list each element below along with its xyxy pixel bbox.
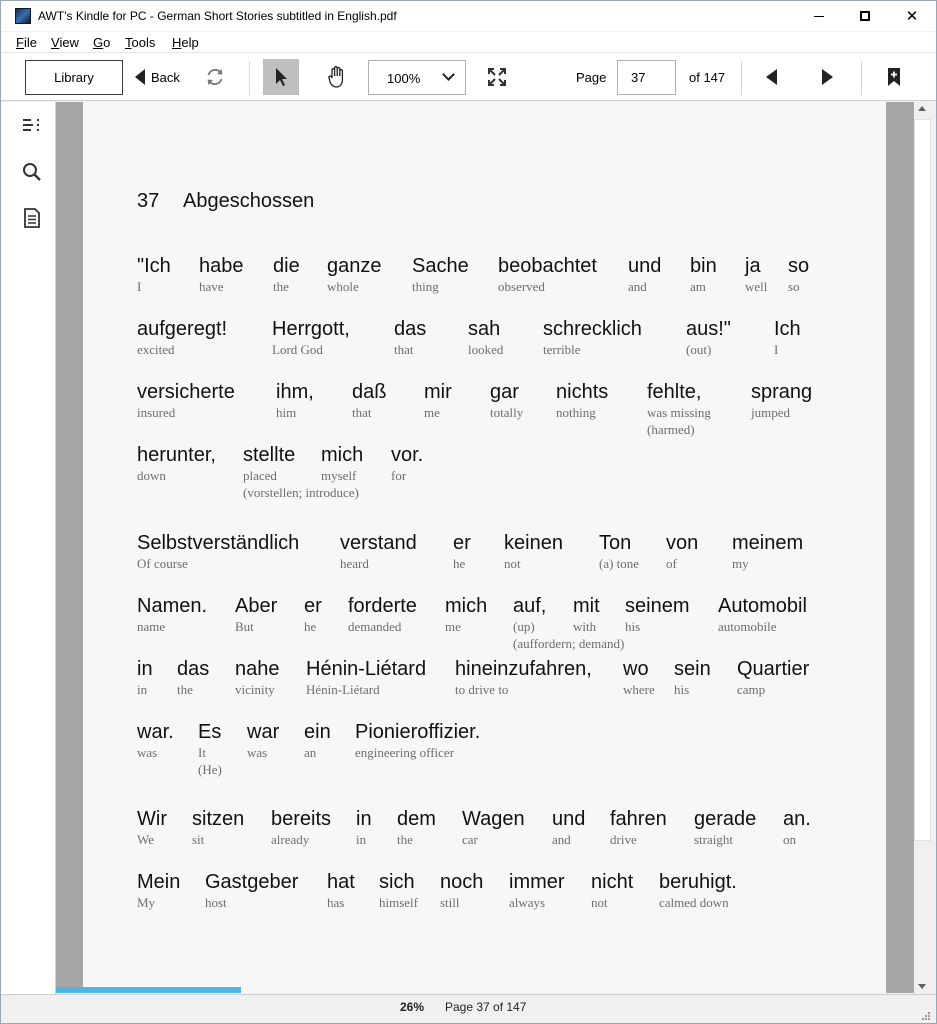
german-word[interactable]: bin [690, 255, 717, 277]
resize-grip-icon[interactable] [920, 1010, 930, 1020]
german-word[interactable]: das [394, 318, 427, 340]
chapter-title: Abgeschossen [183, 190, 315, 212]
english-gloss: where [623, 682, 655, 697]
german-word[interactable]: dem [397, 808, 436, 830]
german-word[interactable]: sitzen [192, 808, 245, 830]
english-gloss: Of course [137, 556, 188, 571]
english-gloss: that [352, 405, 372, 420]
english-gloss: I [137, 279, 142, 294]
german-word[interactable]: Automobil [718, 595, 807, 617]
german-word[interactable]: an. [783, 808, 811, 830]
german-word[interactable]: in [356, 808, 372, 830]
german-word[interactable]: und [628, 255, 662, 277]
german-word[interactable]: ganze [327, 255, 382, 277]
english-gloss: the [273, 279, 289, 294]
english-gloss: We [137, 832, 154, 847]
english-gloss: drive [610, 832, 637, 847]
book-page [83, 102, 886, 993]
arrow-pointer-icon [272, 67, 290, 87]
german-word[interactable]: mich [445, 595, 488, 617]
status-page-position: Page 37 of 147 [445, 1000, 527, 1014]
english-gloss: But [235, 619, 254, 634]
english-gloss: placed [243, 468, 277, 483]
back-button[interactable] [135, 65, 180, 89]
german-word[interactable]: hat [327, 871, 355, 893]
german-word[interactable]: die [273, 255, 300, 277]
menu-accelerator: F [16, 35, 24, 50]
previous-page-icon[interactable] [766, 69, 777, 85]
english-gloss: demanded [348, 619, 402, 634]
german-word[interactable]: ein [304, 721, 331, 743]
menu-label-rest: o [103, 35, 111, 50]
english-gloss: me [424, 405, 440, 420]
english-gloss: vicinity [235, 682, 275, 697]
english-gloss: in [137, 682, 148, 697]
menu-go[interactable] [93, 35, 110, 50]
menu-accelerator: T [125, 35, 132, 50]
german-word[interactable]: gar [490, 381, 519, 403]
menu-file[interactable] [16, 35, 37, 50]
table-of-contents-icon[interactable] [21, 114, 43, 136]
menu-help[interactable] [172, 35, 199, 50]
german-word[interactable]: schrecklich [543, 318, 642, 340]
zoom-value: 100% [387, 71, 421, 86]
english-gloss: thing [412, 279, 439, 294]
german-word[interactable]: fehlte, [647, 381, 702, 403]
menu-accelerator: V [51, 35, 60, 50]
search-icon[interactable] [21, 161, 43, 183]
german-word[interactable]: sprang [751, 381, 813, 403]
german-word[interactable]: nicht [591, 871, 634, 893]
menu-label-rest: elp [181, 35, 199, 50]
back-label: Back [151, 69, 180, 85]
english-gloss: for [391, 468, 407, 483]
german-word[interactable]: Ich [774, 318, 801, 340]
german-word[interactable]: vor. [391, 444, 424, 466]
english-gloss: him [276, 405, 297, 420]
english-gloss: whole [327, 279, 359, 294]
reading-progress-fill [56, 987, 241, 993]
bookmark-add-icon[interactable] [887, 67, 901, 87]
german-word[interactable]: seinem [625, 595, 690, 617]
german-word[interactable]: ja [745, 255, 761, 277]
english-gloss: Hénin-Liétard [306, 682, 380, 697]
german-word[interactable]: in [137, 658, 153, 680]
english-gloss: host [205, 895, 227, 910]
english-gloss: I [774, 342, 779, 357]
back-arrow-icon [135, 69, 145, 85]
german-word[interactable]: Es [198, 721, 222, 743]
german-word[interactable]: Quartier [737, 658, 810, 680]
toolbar-separator [249, 61, 250, 95]
english-gloss: My [137, 895, 156, 910]
library-button[interactable]: Library [25, 60, 123, 95]
german-word[interactable]: Herrgott, [272, 318, 350, 340]
vertical-scrollbar[interactable] [914, 102, 931, 993]
german-word[interactable]: sein [674, 658, 711, 680]
menu-label-rest: iew [59, 35, 79, 50]
window-title: AWT's Kindle for PC - German Short Stories subtitled in English.pdf [38, 9, 397, 23]
german-word[interactable]: Gastgeber [205, 871, 299, 893]
english-gloss: camp [737, 682, 766, 697]
german-word[interactable]: Sache [412, 255, 469, 277]
english-gloss: (auffordern; demand) [513, 636, 625, 651]
page-label: Page [576, 70, 607, 85]
english-gloss: It [198, 745, 206, 760]
english-gloss: me [445, 619, 461, 634]
german-word[interactable]: Wir [137, 808, 167, 830]
english-gloss: his [625, 619, 641, 634]
menu-accelerator: G [93, 35, 104, 50]
english-gloss: observed [498, 279, 545, 294]
english-gloss: and [628, 279, 647, 294]
document-area[interactable] [56, 102, 914, 993]
english-gloss: his [674, 682, 690, 697]
english-gloss: (harmed) [647, 422, 695, 437]
german-word[interactable]: das [177, 658, 210, 680]
english-gloss: with [573, 619, 597, 634]
english-gloss: he [304, 619, 317, 634]
notes-icon[interactable] [21, 207, 43, 229]
minimize-icon [814, 16, 824, 17]
menu-accelerator: H [172, 35, 182, 50]
english-gloss: totally [490, 405, 524, 420]
english-gloss: (out) [686, 342, 712, 357]
german-word[interactable]: nichts [556, 381, 609, 403]
english-gloss: not [504, 556, 521, 571]
german-word[interactable]: keinen [504, 532, 563, 554]
german-word[interactable]: noch [440, 871, 484, 893]
german-word[interactable]: Mein [137, 871, 181, 893]
toolbar-separator [741, 61, 742, 95]
german-word[interactable]: Aber [235, 595, 278, 617]
german-word[interactable]: Ton [599, 532, 632, 554]
english-gloss: Lord God [272, 342, 323, 357]
german-word[interactable]: auf, [513, 595, 547, 617]
page-number-input[interactable]: 37 [617, 60, 676, 95]
german-word[interactable]: er [304, 595, 322, 617]
menu-bar [1, 32, 936, 53]
german-word[interactable]: nahe [235, 658, 280, 680]
english-gloss: was [137, 745, 158, 760]
german-word[interactable]: war [247, 721, 280, 743]
scroll-down-arrow-icon[interactable] [918, 984, 926, 989]
english-gloss: sit [192, 832, 205, 847]
german-word[interactable]: bereits [271, 808, 332, 830]
german-word[interactable]: mich [321, 444, 364, 466]
toolbar [1, 53, 936, 101]
english-gloss: an [304, 745, 317, 760]
english-gloss: am [690, 279, 706, 294]
german-word[interactable]: "Ich [137, 255, 171, 277]
german-word[interactable]: aufgeregt! [137, 318, 228, 340]
german-word[interactable]: verstand [340, 532, 417, 554]
german-word[interactable]: hineinzufahren, [455, 658, 592, 680]
english-gloss: always [509, 895, 546, 910]
english-gloss: of [666, 556, 677, 571]
english-gloss: calmed down [659, 895, 729, 910]
english-gloss: not [591, 895, 608, 910]
german-word[interactable]: und [552, 808, 586, 830]
menu-tools[interactable] [125, 35, 155, 50]
english-gloss: already [271, 832, 310, 847]
german-word[interactable]: immer [509, 871, 565, 893]
english-gloss: in [356, 832, 367, 847]
menu-label-rest: ile [23, 35, 37, 50]
german-word[interactable]: mit [573, 595, 600, 617]
maximize-button[interactable] [842, 1, 888, 31]
german-word[interactable]: mir [424, 381, 452, 403]
english-gloss: to drive to [455, 682, 509, 697]
german-word[interactable]: beobachtet [498, 255, 597, 277]
status-percent: 26% [400, 1000, 425, 1014]
kindle-app-icon [15, 8, 31, 24]
chapter-heading [137, 190, 314, 213]
english-gloss: he [453, 556, 466, 571]
fullscreen-icon[interactable] [487, 67, 507, 87]
german-word[interactable]: war. [137, 721, 174, 743]
german-word[interactable]: herunter, [137, 444, 216, 466]
german-word[interactable]: wo [623, 658, 649, 680]
english-gloss: heard [340, 556, 369, 571]
select-tool-button[interactable] [263, 59, 299, 95]
german-word[interactable]: gerade [694, 808, 757, 830]
english-gloss: car [462, 832, 478, 847]
toolbar-separator [861, 61, 862, 95]
german-word[interactable]: Pionieroffizier. [355, 721, 481, 743]
english-gloss: myself [321, 468, 357, 483]
english-gloss: insured [137, 405, 176, 420]
english-gloss: nothing [556, 405, 596, 420]
english-gloss: looked [468, 342, 504, 357]
scrollbar-thumb[interactable] [914, 119, 931, 841]
status-bar [1, 994, 936, 1023]
german-word[interactable]: Hénin-Liétard [306, 658, 427, 680]
german-word[interactable]: sich [379, 871, 415, 893]
reading-progress-bar [56, 987, 914, 993]
german-word[interactable]: Wagen [462, 808, 525, 830]
refresh-icon[interactable] [204, 66, 226, 88]
german-word[interactable]: aus!" [686, 318, 731, 340]
menu-view[interactable] [51, 35, 79, 50]
english-gloss: himself [379, 895, 418, 910]
english-gloss: automobile [718, 619, 777, 634]
english-gloss: and [552, 832, 571, 847]
english-gloss: was [247, 745, 268, 760]
english-gloss: terrible [543, 342, 581, 357]
german-word[interactable]: so [788, 255, 810, 277]
english-gloss: (He) [198, 762, 222, 777]
german-word[interactable]: versicherte [137, 381, 235, 403]
english-gloss: engineering officer [355, 745, 455, 760]
scroll-up-arrow-icon[interactable] [918, 106, 926, 111]
english-gloss: my [732, 556, 749, 571]
german-word[interactable]: Selbstverständlich [137, 532, 300, 554]
close-icon: ✕ [905, 7, 919, 25]
english-gloss: (up) [513, 619, 535, 634]
chevron-down-icon [442, 68, 455, 81]
hand-tool-button[interactable] [321, 61, 353, 93]
english-gloss: that [394, 342, 414, 357]
english-gloss: name [137, 619, 166, 634]
hand-icon [326, 65, 348, 89]
close-button[interactable] [888, 1, 936, 31]
german-word[interactable]: stellte [243, 444, 296, 466]
german-word[interactable]: fahren [610, 808, 667, 830]
german-word[interactable]: daß [352, 381, 387, 403]
english-gloss: have [199, 279, 224, 294]
english-gloss: on [783, 832, 796, 847]
english-gloss: (a) tone [599, 556, 640, 571]
english-gloss: excited [137, 342, 175, 357]
english-gloss: (vorstellen; introduce) [243, 485, 359, 500]
german-word[interactable]: er [453, 532, 471, 554]
german-word[interactable]: meinem [732, 532, 804, 554]
german-word[interactable]: forderte [348, 595, 417, 617]
title-bar [1, 1, 936, 31]
english-gloss: the [397, 832, 413, 847]
minimize-button[interactable] [796, 1, 842, 31]
menu-label-rest: ools [131, 35, 156, 50]
chapter-number: 37 [137, 190, 160, 212]
english-gloss: well [745, 279, 768, 294]
english-gloss: the [177, 682, 193, 697]
german-word[interactable]: von [666, 532, 699, 554]
next-page-icon[interactable] [822, 69, 833, 85]
german-word[interactable]: Namen. [137, 595, 208, 617]
english-gloss: was missing [647, 405, 711, 420]
german-word[interactable]: ihm, [276, 381, 314, 403]
english-gloss: jumped [751, 405, 790, 420]
zoom-dropdown[interactable] [368, 60, 466, 95]
english-gloss: so [788, 279, 800, 294]
maximize-icon [860, 11, 870, 21]
english-gloss: down [137, 468, 166, 483]
german-word[interactable]: beruhigt. [659, 871, 737, 893]
german-word[interactable]: sah [468, 318, 501, 340]
page-total: of 147 [689, 70, 726, 85]
left-sidebar [1, 102, 56, 994]
english-gloss: straight [694, 832, 733, 847]
english-gloss: still [440, 895, 460, 910]
german-word[interactable]: habe [199, 255, 244, 277]
english-gloss: has [327, 895, 345, 910]
